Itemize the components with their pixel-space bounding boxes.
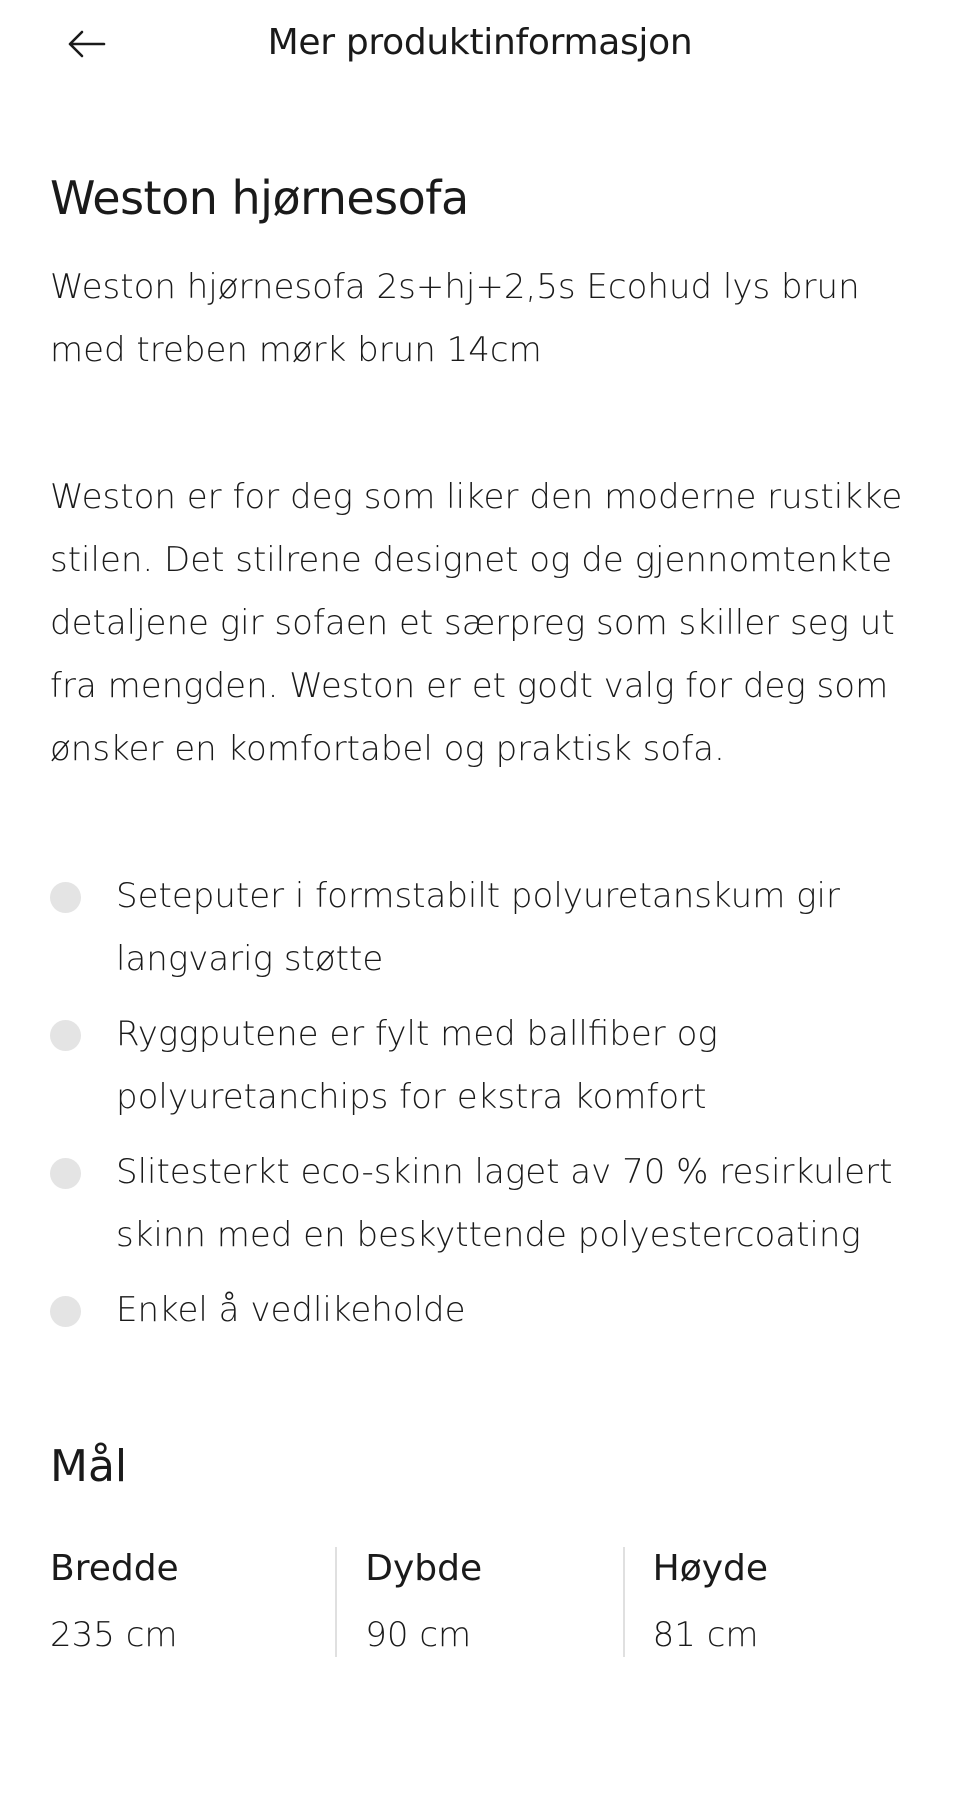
bullet-icon [50,1296,81,1327]
dimension-width [50,1547,335,1657]
dimension-height [623,1547,910,1657]
dimension-value: 81 cm [652,1615,759,1655]
top-bar [0,0,960,90]
dimension-value: 235 cm [50,1615,178,1655]
product-subtitle: Weston hjørnesofa 2s+hj+2,5s Ecohud lys brun med treben mørk brun 14cm [50,267,860,370]
bullet-icon [50,1158,81,1189]
product-description: Weston er for deg som liker den moderne rustikke stilen. Det stilrene designet og de gjennomtenkte detaljene gir sofaen et særpreg som skiller seg ut fra mengden. Weston er et godt valg for deg som ønsker en komfortabel og praktisk sofa. [50,477,903,769]
dimension-label: Bredde [50,1548,179,1589]
feature-item [50,865,910,991]
product-info [0,168,960,1657]
arrow-left-icon [66,29,106,59]
feature-text: Enkel å vedlikeholde [116,1290,466,1330]
dimension-depth [335,1547,622,1657]
feature-item [50,1141,910,1267]
feature-list [50,865,910,1342]
feature-text: Ryggputene er fylt med ballfiber og polyuretanchips for ekstra komfort [116,1014,718,1117]
feature-text: Seteputer i formstabilt polyuretanskum gir langvarig støtte [116,876,840,979]
feature-text: Slitesterkt eco-skinn laget av 70 % resirkulert skinn med en beskyttende polyestercoating [116,1152,893,1255]
dimensions-title: Mål [50,1441,128,1492]
feature-item [50,1003,910,1129]
dimensions-table [50,1547,910,1657]
dimension-label: Dybde [365,1548,483,1589]
dimension-value: 90 cm [365,1615,472,1655]
back-button[interactable] [60,20,112,68]
bullet-icon [50,882,81,913]
bullet-icon [50,1020,81,1051]
page-title: Mer produktinformasjon [267,22,693,63]
product-title: Weston hjørnesofa [50,171,469,225]
dimension-label: Høyde [652,1548,769,1589]
feature-item [50,1279,910,1342]
